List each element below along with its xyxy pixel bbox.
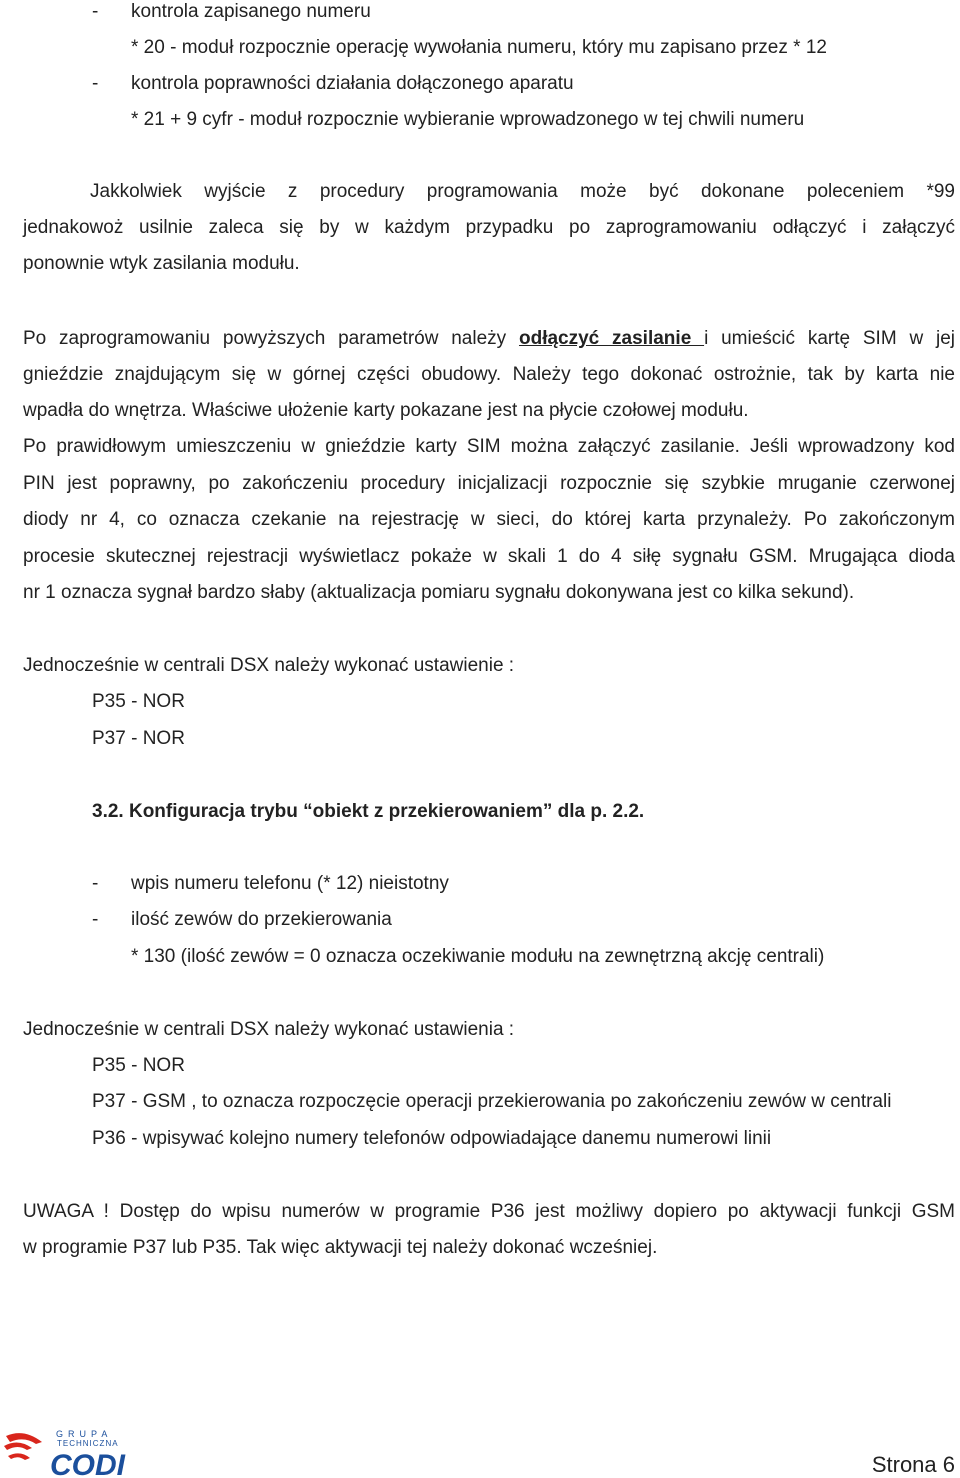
warning-line: w programie P37 lub P35. Tak więc aktywacji tej należy dokonać wcześniej. [23,1237,658,1258]
emphasis-text: odłączyć zasilanie [518,328,705,349]
setting-item: P36 - wpisywać kolejno numery telefonów odpowiadające danemu numerowi linii [92,1128,772,1149]
codi-logo [2,1428,152,1478]
paragraph-line: jednakowoż usilnie zaleca się by w każdym przypadku po zaprogramowaniu odłączyć i załączyć [23,217,955,238]
paragraph-line: Po prawidłowym umieszczeniu w gnieździe karty SIM można załączyć zasilanie. Jeśli wprowadzony kod [23,436,955,457]
paragraph-line: gnieździe znajdującym się w górnej części obudowy. Należy tego dokonać ostrożnie, tak by karta nie [23,364,955,385]
list-item: * 20 - moduł rozpocznie operację wywołania numeru, który mu zapisano przez * 12 [131,37,827,58]
list-item: * 130 (ilość zewów = 0 oznacza oczekiwanie modułu na zewnętrzną akcję centrali) [131,946,825,967]
setting-item: P37 - GSM , to oznacza rozpoczęcie operacji przekierowania po zakończeniu zewów w centrali [92,1091,892,1112]
list-item: kontrola poprawności działania dołączonego aparatu [131,73,574,94]
paragraph-line: procesie skutecznej rejestracji wyświetlacz pokaże w skali 1 do 4 siłę sygnału GSM. Mrugająca dioda [23,546,955,567]
logo-swoosh-icon [4,1433,42,1460]
list-item: ilość zewów do przekierowania [131,909,392,930]
paragraph-line: Jakkolwiek wyjście z procedury programowania może być dokonane poleceniem *99 [90,181,955,202]
paragraph-line [23,327,955,351]
paragraph-line: PIN jest poprawny, po zakończeniu procedury inicjalizacji rozpocznie się szybkie mruganie czerwonej [23,473,955,494]
setting-item: P35 - NOR [92,1055,185,1076]
settings-intro: Jednocześnie w centrali DSX należy wykonać ustawienie : [23,655,515,676]
warning-line: UWAGA ! Dostęp do wpisu numerów w programie P36 jest możliwy dopiero po aktywacji funkcji GSM [23,1201,955,1222]
page-number: Strona 6 [871,1452,955,1477]
list-dash: - [92,73,99,94]
paragraph-line: ponownie wtyk zasilania modułu. [23,253,300,274]
list-item: * 21 + 9 cyfr - moduł rozpocznie wybieranie wprowadzonego w tej chwili numeru [131,109,805,130]
list-dash: - [92,873,99,894]
text-run: Po zaprogramowaniu powyższych parametrów należy [23,328,519,349]
paragraph-line: diody nr 4, co oznacza czekanie na rejestrację w sieci, do której karta przynależy. Po zakończonym [23,509,955,530]
setting-item: P37 - NOR [92,728,185,749]
logo-top-text: GRUPA [56,1429,113,1439]
settings-intro: Jednocześnie w centrali DSX należy wykonać ustawienia : [23,1019,515,1040]
paragraph-line: wpadła do wnętrza. Właściwe ułożenie karty pokazane jest na płycie czołowej modułu. [23,400,749,421]
logo-mid-text: TECHNICZNA [57,1439,119,1448]
paragraph-line: nr 1 oznacza sygnał bardzo słaby (aktualizacja pomiaru sygnału dokonywana jest co kilka sekund). [23,582,855,603]
text-run: i umieścić kartę SIM w jej [704,328,955,349]
list-dash: - [92,1,99,22]
list-item: wpis numeru telefonu (* 12) nieistotny [131,873,449,894]
list-item: kontrola zapisanego numeru [131,1,371,22]
setting-item: P35 - NOR [92,691,185,712]
logo-main-text: CODI [50,1449,125,1478]
list-dash: - [92,909,99,930]
section-heading: 3.2. Konfiguracja trybu “obiekt z przekierowaniem” dla p. 2.2. [92,801,645,822]
